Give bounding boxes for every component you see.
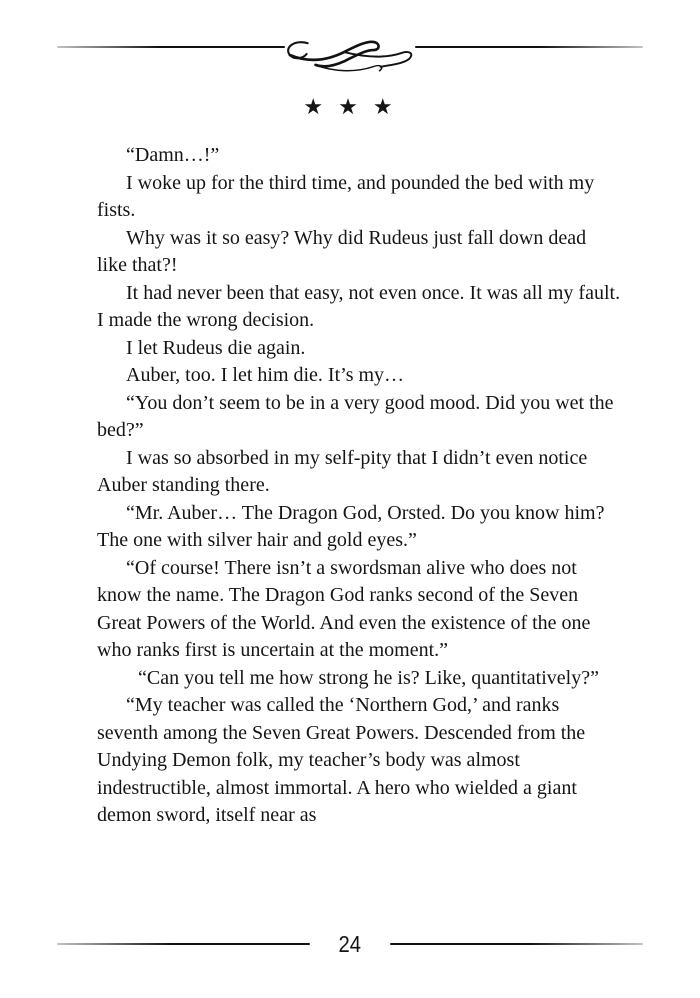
page-footer xyxy=(57,931,643,957)
paragraph: “Can you tell me how strong he is? Like, quantitatively?” xyxy=(138,666,599,689)
paragraph: Why was it so easy? Why did Rudeus just fall down dead like that?! xyxy=(97,226,587,276)
paragraph: “You don’t seem to be in a very good mood. Did you wet the bed?” xyxy=(97,391,614,441)
paragraph: “My teacher was called the ‘Northern God,’ and ranks seventh among the Seven Great Powers. Descended from the Undying Demon folk, my teacher’s body was almost indestructible, almost immortal. A hero who wielded a giant demon sword, itself near as xyxy=(97,694,586,826)
footer-line-left xyxy=(57,943,310,945)
paragraph: “Mr. Auber… The Dragon God, Orsted. Do you know him? The one with silver hair and gold eyes.” xyxy=(97,501,605,551)
paragraph: I woke up for the third time, and pounded the bed with my fists. xyxy=(97,171,595,221)
paragraph: “Damn…!” xyxy=(126,144,220,166)
page-number: 24 xyxy=(338,931,362,957)
paragraph: It had never been that easy, not even once. It was all my fault. I made the wrong decision. xyxy=(97,281,621,331)
top-divider-line-right xyxy=(415,46,643,49)
footer-line-right xyxy=(390,943,643,945)
top-divider-line-left xyxy=(57,46,285,49)
calligraphic-flourish-icon xyxy=(281,32,419,76)
paragraph: Auber, too. I let him die. It’s my… xyxy=(126,364,405,386)
top-divider xyxy=(57,32,643,62)
scene-break-stars: ★ ★ ★ xyxy=(303,95,397,120)
paragraph: I let Rudeus die again. xyxy=(126,336,306,359)
body-text xyxy=(97,142,621,830)
paragraph: I was so absorbed in my self-pity that I didn’t even notice Auber standing there. xyxy=(97,446,588,496)
paragraph: “Of course! There isn’t a swordsman alive who does not know the name. The Dragon God ranks second of the Seven Great Powers of the World. And even the existence of the one who ranks first is uncertain at the moment.” xyxy=(97,556,591,661)
